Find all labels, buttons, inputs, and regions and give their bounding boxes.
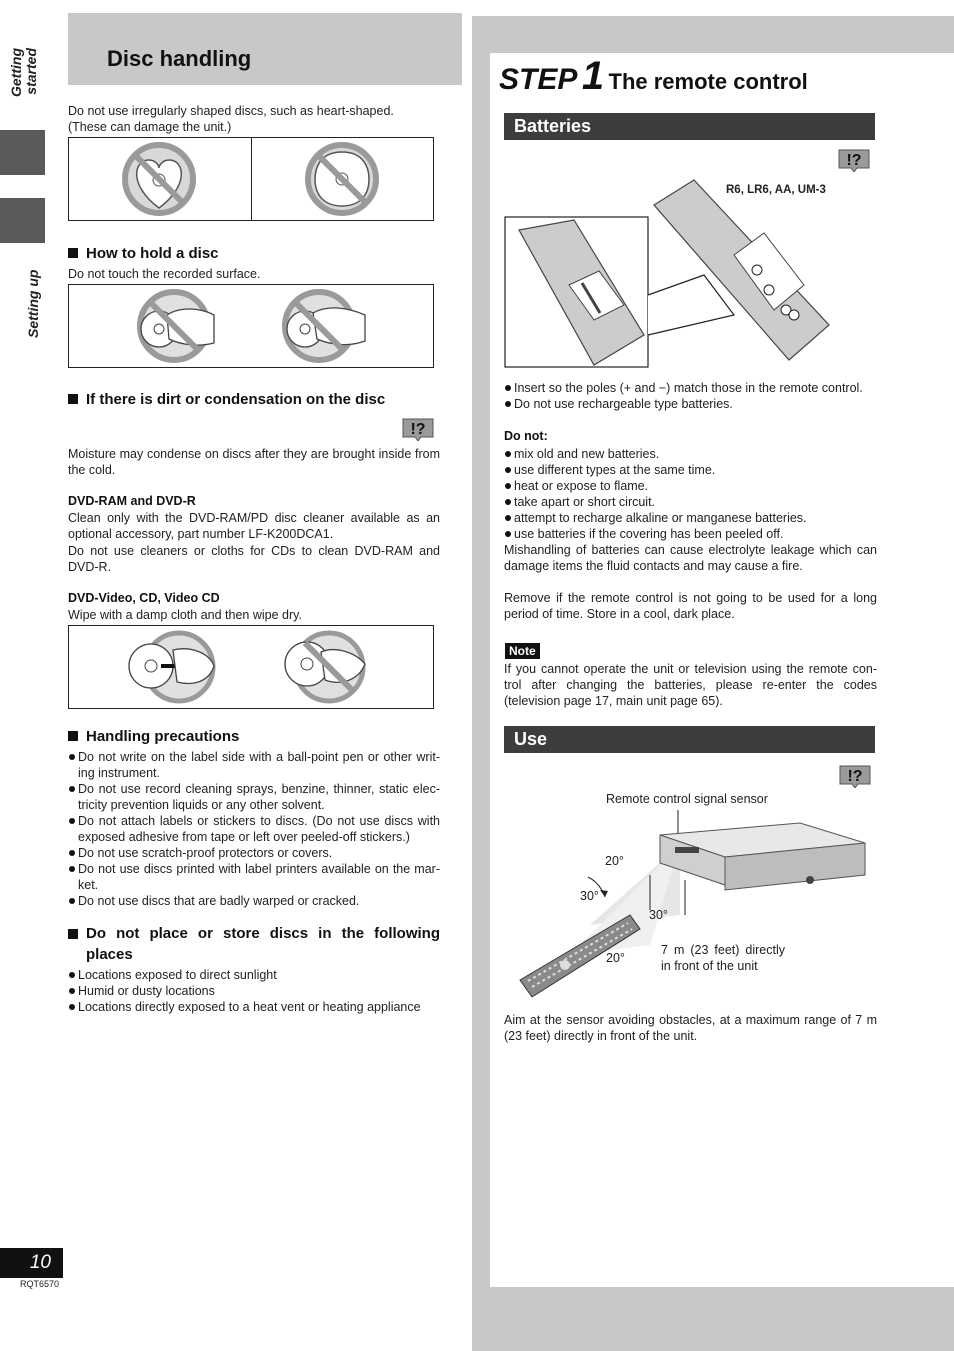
list-item: attempt to recharge alkaline or manganese batteries.	[504, 510, 878, 526]
irregular-discs-figure	[68, 137, 434, 221]
angle-20-bottom: 20°	[606, 951, 625, 965]
storage-list	[68, 967, 440, 1015]
page-title: Disc handling	[107, 46, 252, 71]
dvd-ram-text-2: Do not use cleaners or cloths for CDs to clean DVD-RAM and DVD-R.	[68, 544, 440, 574]
side-tab-getting-started	[0, 130, 45, 175]
wipe-disc-figure	[68, 625, 434, 709]
angle-30-right: 30°	[649, 908, 668, 922]
how-to-hold-text: Do not touch the recorded surface.	[68, 267, 261, 281]
step-heading: The remote control	[608, 69, 808, 94]
list-item: Do not use discs printed with label printers available on the mar-ket.	[68, 861, 440, 893]
list-item: Locations exposed to direct sunlight	[68, 967, 440, 983]
mishandling-text: Mishandling of batteries can cause electrolyte leakage which can damage items the fluid contacts and may cause a fire.	[504, 543, 877, 573]
list-item: Do not use record cleaning sprays, benzine, thinner, static elec-tricity prevention liquids or any other solvent.	[68, 781, 440, 813]
remote-open-compartment-icon	[654, 180, 829, 360]
donot-list	[504, 446, 878, 542]
wipe-radial-icon	[129, 633, 214, 701]
list-item: Locations directly exposed to a heat vent or heating appliance	[68, 999, 440, 1015]
list-item: use different types at the same time.	[504, 462, 878, 478]
warning-icon	[401, 415, 435, 441]
list-item: Insert so the poles (+ and −) match those in the remote control.	[504, 380, 878, 396]
dvd-video-text: Wipe with a damp cloth and then wipe dry.	[68, 608, 302, 622]
donot-heading: Do not:	[504, 429, 548, 443]
dvd-ram-heading: DVD-RAM and DVD-R	[68, 494, 196, 508]
precautions-heading: Handling precautions	[68, 726, 239, 747]
precautions-list	[68, 749, 440, 909]
list-item: Do not use scratch-proof protectors or covers.	[68, 845, 440, 861]
battery-bullets	[504, 380, 878, 412]
list-item: Do not attach labels or stickers to discs. (Do not use discs with exposed adhesive from tape or left over peeled-off stickers.)	[68, 813, 440, 845]
step-number: 1	[581, 54, 605, 98]
use-bar: Use	[504, 726, 875, 753]
list-item: Do not use discs that are badly warped or cracked.	[68, 893, 440, 909]
step-title	[499, 54, 808, 99]
svg-text:!?: !?	[846, 152, 862, 169]
heart-disc-prohibited-icon	[125, 145, 193, 213]
dvd-video-heading: DVD-Video, CD, Video CD	[68, 591, 220, 605]
intro-text: Do not use irregularly shaped discs, such as heart-shaped. (These can damage the unit.)	[68, 104, 394, 134]
square-bullet-icon	[68, 929, 78, 939]
storage-heading: Do not place or store discs in the following places	[68, 923, 440, 965]
warning-icon	[837, 146, 871, 172]
sensor-label: Remote control signal sensor	[606, 792, 768, 806]
dirt-heading: If there is dirt or condensation on the disc	[68, 389, 385, 410]
note-text: If you cannot operate the unit or television using the remote con-trol after changing the batteries, please re-enter the codes (television page 17, main unit page 65).	[504, 662, 877, 708]
dvd-ram-text-1: Clean only with the DVD-RAM/PD disc cleaner available as an optional accessory, part number LF-K200DCA1.	[68, 511, 440, 541]
remote-usage-figure	[510, 805, 870, 1005]
dvd-recorder-icon	[660, 823, 865, 890]
how-to-hold-heading: How to hold a disc	[68, 243, 219, 264]
page-number: 10	[29, 1252, 51, 1273]
list-item: Do not write on the label side with a ball-point pen or other writ-ing instrument.	[68, 749, 440, 781]
side-tab-setting-up	[0, 198, 45, 243]
square-bullet-icon	[68, 394, 78, 404]
remove-text: Remove if the remote control is not going to be used for a long period of time. Store in a cool, dark place.	[504, 591, 877, 621]
svg-text:!?: !?	[410, 421, 426, 438]
list-item: Humid or dusty locations	[68, 983, 440, 999]
dirt-text: Moisture may condense on discs after they are brought inside from the cold.	[68, 447, 440, 477]
batteries-bar: Batteries	[504, 113, 875, 140]
disc-handling-header	[68, 13, 462, 85]
list-item: use batteries if the covering has been peeled off.	[504, 526, 878, 542]
hold-disc-figure	[68, 284, 434, 368]
side-label-getting-started: Getting started	[8, 48, 39, 97]
warning-icon	[838, 762, 872, 788]
step-word: STEP	[499, 63, 578, 96]
list-item: Do not use rechargeable type batteries.	[504, 396, 878, 412]
note-badge: Note	[505, 643, 540, 659]
angle-20-top: 20°	[605, 854, 624, 868]
hand-touching-surface-icon	[285, 292, 365, 360]
square-bullet-icon	[68, 248, 78, 258]
side-label-setting-up: Setting up	[25, 269, 41, 338]
battery-insertion-figure	[504, 175, 834, 375]
battery-type-label: R6, LR6, AA, UM-3	[726, 184, 826, 196]
odd-shape-disc-prohibited-icon	[308, 145, 376, 213]
aim-text: Aim at the sensor avoiding obstacles, at a maximum range of 7 m (23 feet) directly in front of the unit.	[504, 1013, 877, 1043]
distance-label: 7 m (23 feet) directly in front of the unit	[661, 943, 785, 973]
list-item: heat or expose to flame.	[504, 478, 878, 494]
list-item: mix old and new batteries.	[504, 446, 878, 462]
svg-text:!?: !?	[847, 768, 863, 785]
square-bullet-icon	[68, 731, 78, 741]
wipe-circular-prohibited-icon	[285, 633, 365, 701]
hand-holding-disc-icon	[140, 292, 214, 360]
angle-30-left: 30°	[580, 889, 599, 903]
list-item: take apart or short circuit.	[504, 494, 878, 510]
page-code: RQT6570	[20, 1279, 60, 1289]
page-number-box	[0, 1248, 63, 1278]
